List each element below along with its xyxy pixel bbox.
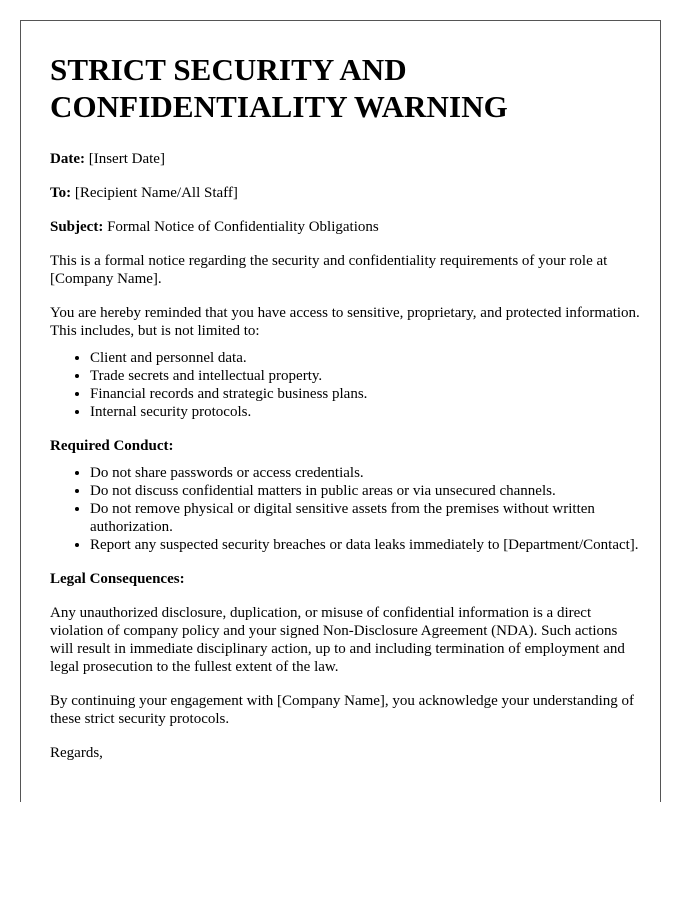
subject-label: Subject:	[50, 219, 104, 235]
list-item: • Client and personnel data.	[90, 349, 640, 367]
date-line	[50, 150, 640, 168]
access-list	[50, 349, 640, 421]
intro-paragraph: This is a formal notice regarding the security and confidentiality requirements of your role at [Company Name].	[50, 253, 608, 287]
access-paragraph: You are hereby reminded that you have access to sensitive, proprietary, and protected information. This includes, but is not limited to:	[50, 305, 640, 339]
consequences-paragraph: Any unauthorized disclosure, duplication, or misuse of confidential information is a direct violation of company policy and your signed Non-Disclosure Agreement (NDA). Such actions will result in immediate disciplinary action, up to and including termination of employment and legal prosecution to the fullest extent of the law.	[50, 605, 625, 675]
list-item: • Report any suspected security breaches or data leaks immediately to [Department/Contact].	[90, 536, 640, 554]
list-item: • Do not share passwords or access credentials.	[90, 464, 640, 482]
subject-value: Formal Notice of Confidentiality Obligations	[107, 219, 379, 235]
subject-line	[50, 218, 640, 236]
list-item: • Trade secrets and intellectual property.	[90, 367, 640, 385]
letter-content	[50, 51, 640, 778]
list-item: • Do not discuss confidential matters in public areas or via unsecured channels.	[90, 482, 640, 500]
to-line	[50, 184, 640, 202]
date-label: Date:	[50, 151, 85, 167]
consequences-heading: Legal Consequences:	[50, 571, 185, 587]
list-item: • Internal security protocols.	[90, 403, 640, 421]
to-value: [Recipient Name/All Staff]	[74, 185, 238, 201]
date-value: [Insert Date]	[88, 151, 165, 167]
conduct-heading: Required Conduct:	[50, 438, 174, 454]
conduct-list	[50, 464, 640, 554]
document-title: STRICT SECURITY AND CONFIDENTIALITY WARNING	[50, 52, 508, 124]
list-item: • Financial records and strategic business plans.	[90, 385, 640, 403]
closing-line: Regards,	[50, 745, 103, 761]
list-item: • Do not remove physical or digital sensitive assets from the premises without written authorization.	[90, 500, 640, 536]
acknowledgement-paragraph: By continuing your engagement with [Company Name], you acknowledge your understanding of these strict security protocols.	[50, 693, 635, 727]
to-label: To:	[50, 185, 72, 201]
letter-page	[20, 20, 661, 802]
